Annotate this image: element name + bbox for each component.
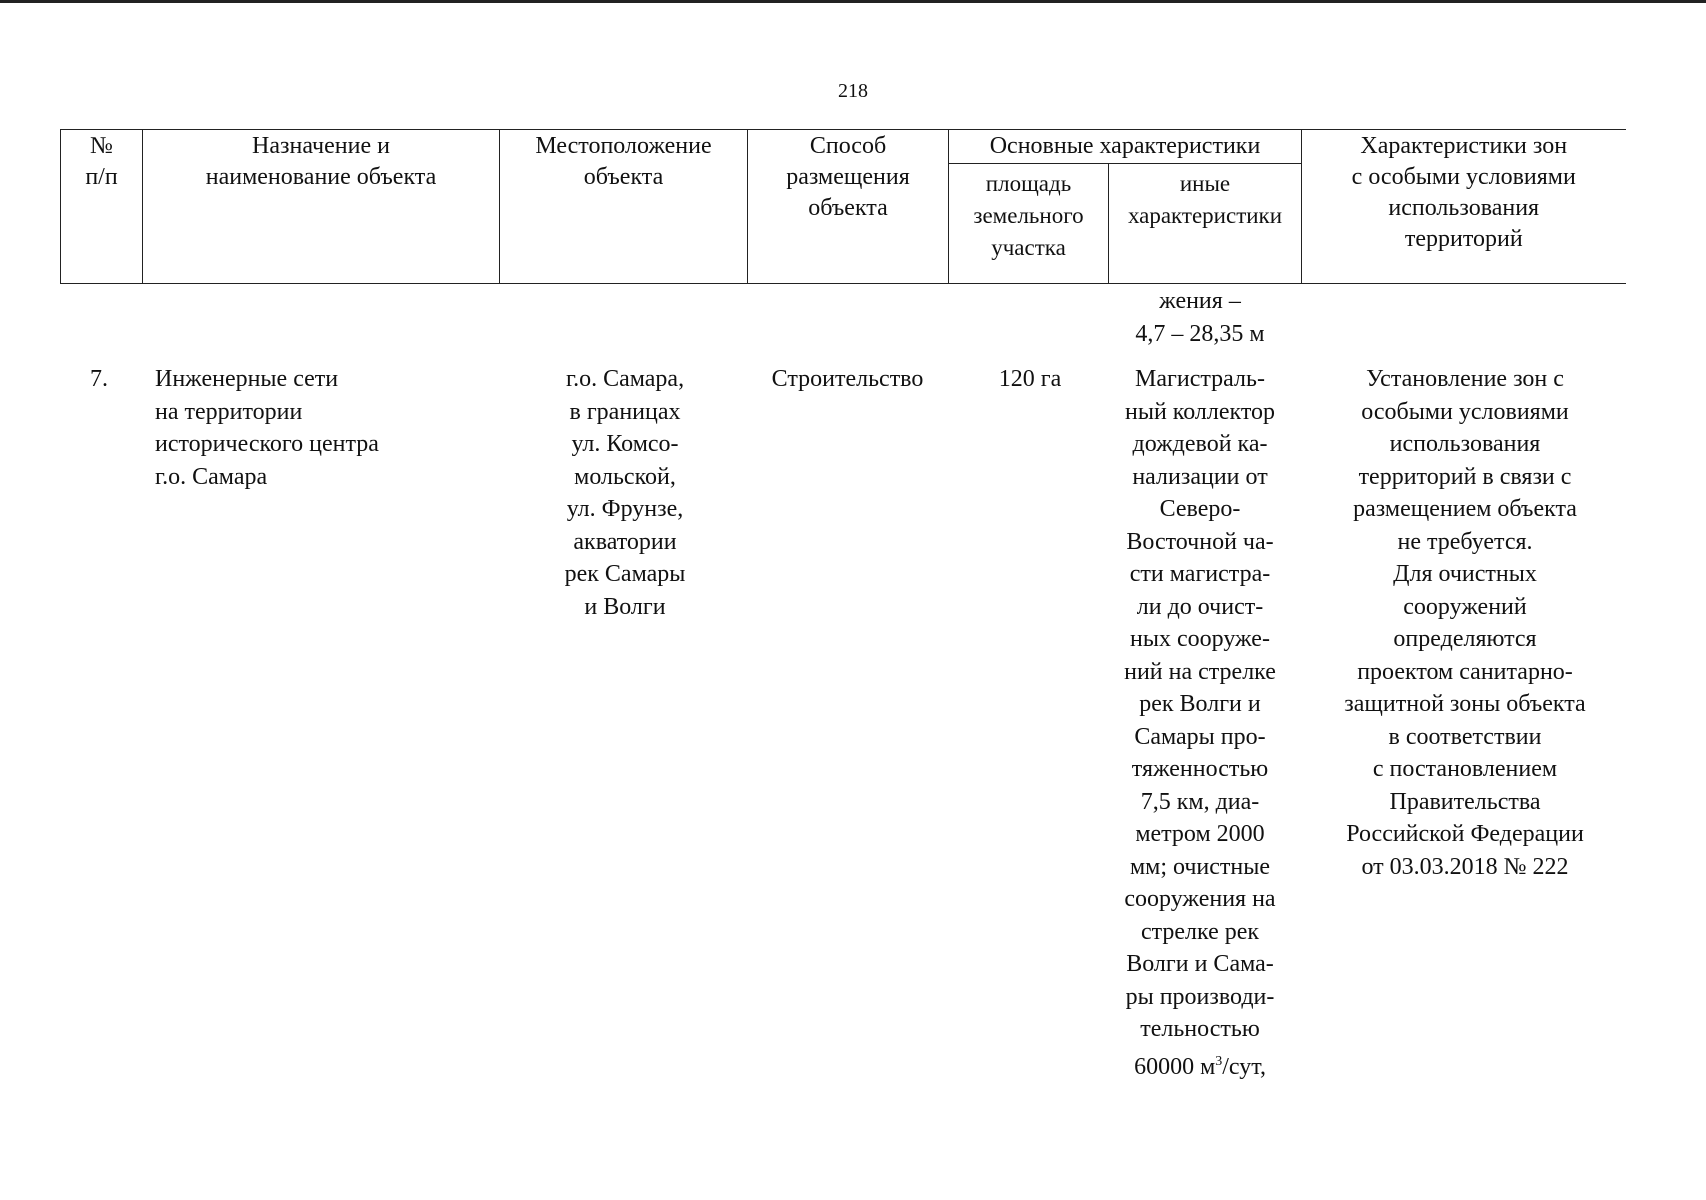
row-other-characteristics: Магистраль- ный коллектор дождевой ка- нализации от Северо- Восточной ча- сти магистра- ли до очист- ных сооруже- ний на стрелке рек Волги и Самары про- тяженностью 7,5 км, диа- метром 2000 мм; очистные сооружения на стрелке рек Волги и Сама- ры производи- тельностью 60000 $м^3$/сут, — [1124, 366, 1276, 1080]
header-main-characteristics: Основные характеристики — [949, 130, 1302, 164]
row-number: 7. — [90, 366, 108, 392]
table-header — [60, 129, 1626, 284]
header-zones: Характеристики зон с особыми условиями использования территорий — [1302, 130, 1626, 284]
page-number: 218 — [838, 80, 868, 102]
top-rule — [0, 0, 1706, 3]
header-other: иные характеристики — [1109, 164, 1302, 284]
row-placement: Строительство — [771, 366, 924, 392]
continuation-text: жения – 4,7 – 28,35 м — [1135, 288, 1265, 347]
header-purpose: Назначение и наименование объекта — [143, 130, 500, 284]
row-location: г.о. Самара, в границах ул. Комсо- мольской, ул. Фрунзе, акватории рек Самары и Волги — [564, 366, 686, 620]
row-zones: Установление зон с особыми условиями использования территорий в связи с размещением объекта не требуется. Для очистных сооружений определяются проектом санитарно- защитной зоны объекта в соответствии с постановлением Правительства Российской Федерации от 03.03.2018 № 222 — [1344, 366, 1586, 880]
header-location: Местоположение объекта — [500, 130, 748, 284]
header-num: № п/п — [61, 130, 143, 284]
row-purpose: Инженерные сети на территории исторического центра г.о. Самара — [155, 366, 379, 490]
header-placement: Способ размещения объекта — [748, 130, 949, 284]
header-area: площадь земельного участка — [949, 164, 1109, 284]
row-area: 120 га — [998, 366, 1062, 392]
